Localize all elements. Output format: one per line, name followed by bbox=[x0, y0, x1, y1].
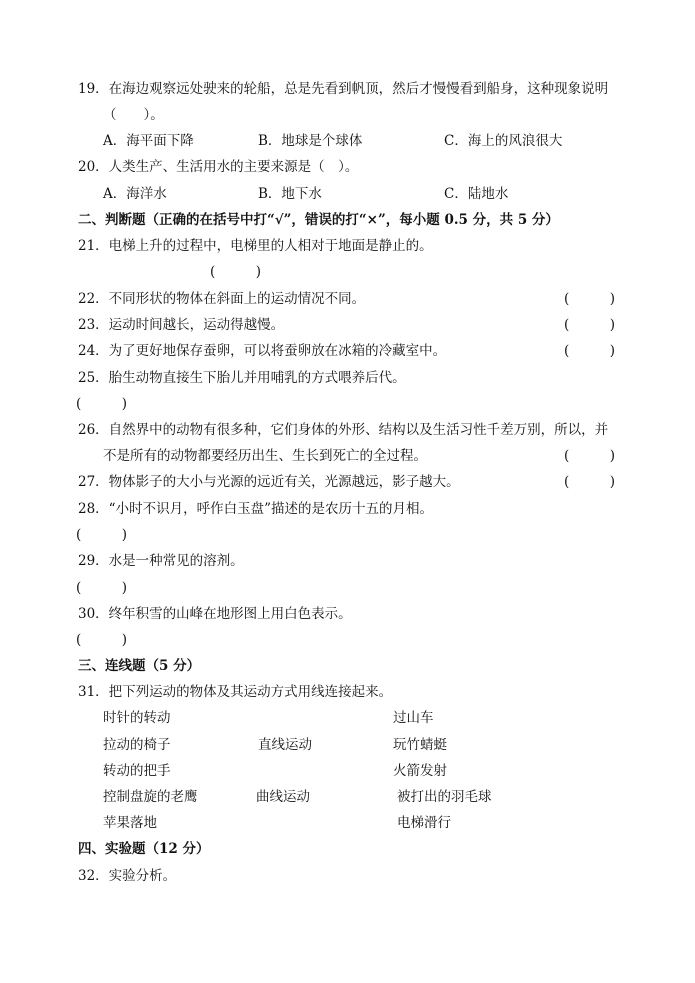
q27-blank: ( ) bbox=[564, 474, 616, 490]
q26-text-line1: 26．自然界中的动物有很多种，它们身体的外形、结构以及生活习性千差万别，所以，并 bbox=[78, 422, 609, 438]
q22-blank: ( ) bbox=[564, 291, 616, 307]
q19-option-b: B．地球是个球体 bbox=[258, 133, 363, 149]
q31-middle-item: 直线运动 bbox=[258, 737, 312, 753]
q19-stem-line1: 19．在海边观察远处驶来的轮船，总是先看到帆顶，然后才慢慢看到船身，这种现象说明 bbox=[78, 81, 609, 97]
q31-left-item: 苹果落地 bbox=[103, 815, 157, 831]
q30-text: 30．终年积雪的山峰在地形图上用白色表示。 bbox=[78, 606, 352, 622]
q21-text: 21．电梯上升的过程中，电梯里的人相对于地面是静止的。 bbox=[78, 238, 433, 254]
q19-stem-line2: （ ）。 bbox=[103, 107, 164, 123]
q31-left-item: 时针的转动 bbox=[103, 710, 171, 726]
q31-middle-item: 曲线运动 bbox=[256, 789, 310, 805]
q20-option-a: A．海洋水 bbox=[103, 186, 167, 202]
q27-text: 27．物体影子的大小与光源的远近有关，光源越远，影子越大。 bbox=[78, 474, 460, 490]
q28-blank: ( ) bbox=[76, 527, 128, 543]
section-4-title: 四、实验题（12 分） bbox=[78, 841, 210, 857]
q24-text: 24．为了更好地保存蚕卵，可以将蚕卵放在冰箱的冷藏室中。 bbox=[78, 343, 447, 359]
q31-right-item: 火箭发射 bbox=[393, 763, 447, 779]
section-3-title: 三、连线题（5 分） bbox=[78, 658, 201, 674]
q19-option-c: C．海上的风浪很大 bbox=[444, 133, 563, 149]
q31-right-item: 玩竹蜻蜓 bbox=[393, 737, 447, 753]
q25-blank: ( ) bbox=[76, 396, 128, 412]
section-2-title: 二、判断题（正确的在括号中打“√”，错误的打“×”，每小题 0.5 分，共 5 分） bbox=[78, 212, 559, 228]
q31-right-item: 电梯滑行 bbox=[397, 815, 451, 831]
q28-text: 28．“小时不识月，呼作白玉盘”描述的是农历十五的月相。 bbox=[78, 501, 433, 517]
q31-right-item: 过山车 bbox=[393, 710, 434, 726]
q29-text: 29．水是一种常见的溶剂。 bbox=[78, 553, 244, 569]
q31-stem: 31．把下列运动的物体及其运动方式用线连接起来。 bbox=[78, 684, 393, 700]
q25-text: 25．胎生动物直接生下胎儿并用哺乳的方式喂养后代。 bbox=[78, 370, 406, 386]
q20-stem: 20．人类生产、生活用水的主要来源是（ ）。 bbox=[78, 159, 359, 175]
q30-blank: ( ) bbox=[76, 632, 128, 648]
q23-text: 23．运动时间越长，运动得越慢。 bbox=[78, 317, 285, 333]
q23-blank: ( ) bbox=[564, 317, 616, 333]
q31-left-item: 拉动的椅子 bbox=[103, 737, 171, 753]
q20-option-b: B．地下水 bbox=[258, 186, 322, 202]
q22-text: 22．不同形状的物体在斜面上的运动情况不同。 bbox=[78, 291, 366, 307]
q29-blank: ( ) bbox=[76, 580, 128, 596]
q32-stem: 32．实验分析。 bbox=[78, 868, 177, 884]
q31-left-item: 控制盘旋的老鹰 bbox=[103, 789, 198, 805]
q24-blank: ( ) bbox=[564, 343, 616, 359]
q20-option-c: C．陆地水 bbox=[444, 186, 509, 202]
q19-option-a: A．海平面下降 bbox=[103, 133, 194, 149]
q26-text-line2: 不是所有的动物都要经历出生、生长到死亡的全过程。 bbox=[103, 448, 427, 464]
q31-left-item: 转动的把手 bbox=[103, 763, 171, 779]
q26-blank: ( ) bbox=[564, 448, 616, 464]
q21-blank: ( ) bbox=[210, 264, 262, 280]
q31-right-item: 被打出的羽毛球 bbox=[397, 789, 492, 805]
